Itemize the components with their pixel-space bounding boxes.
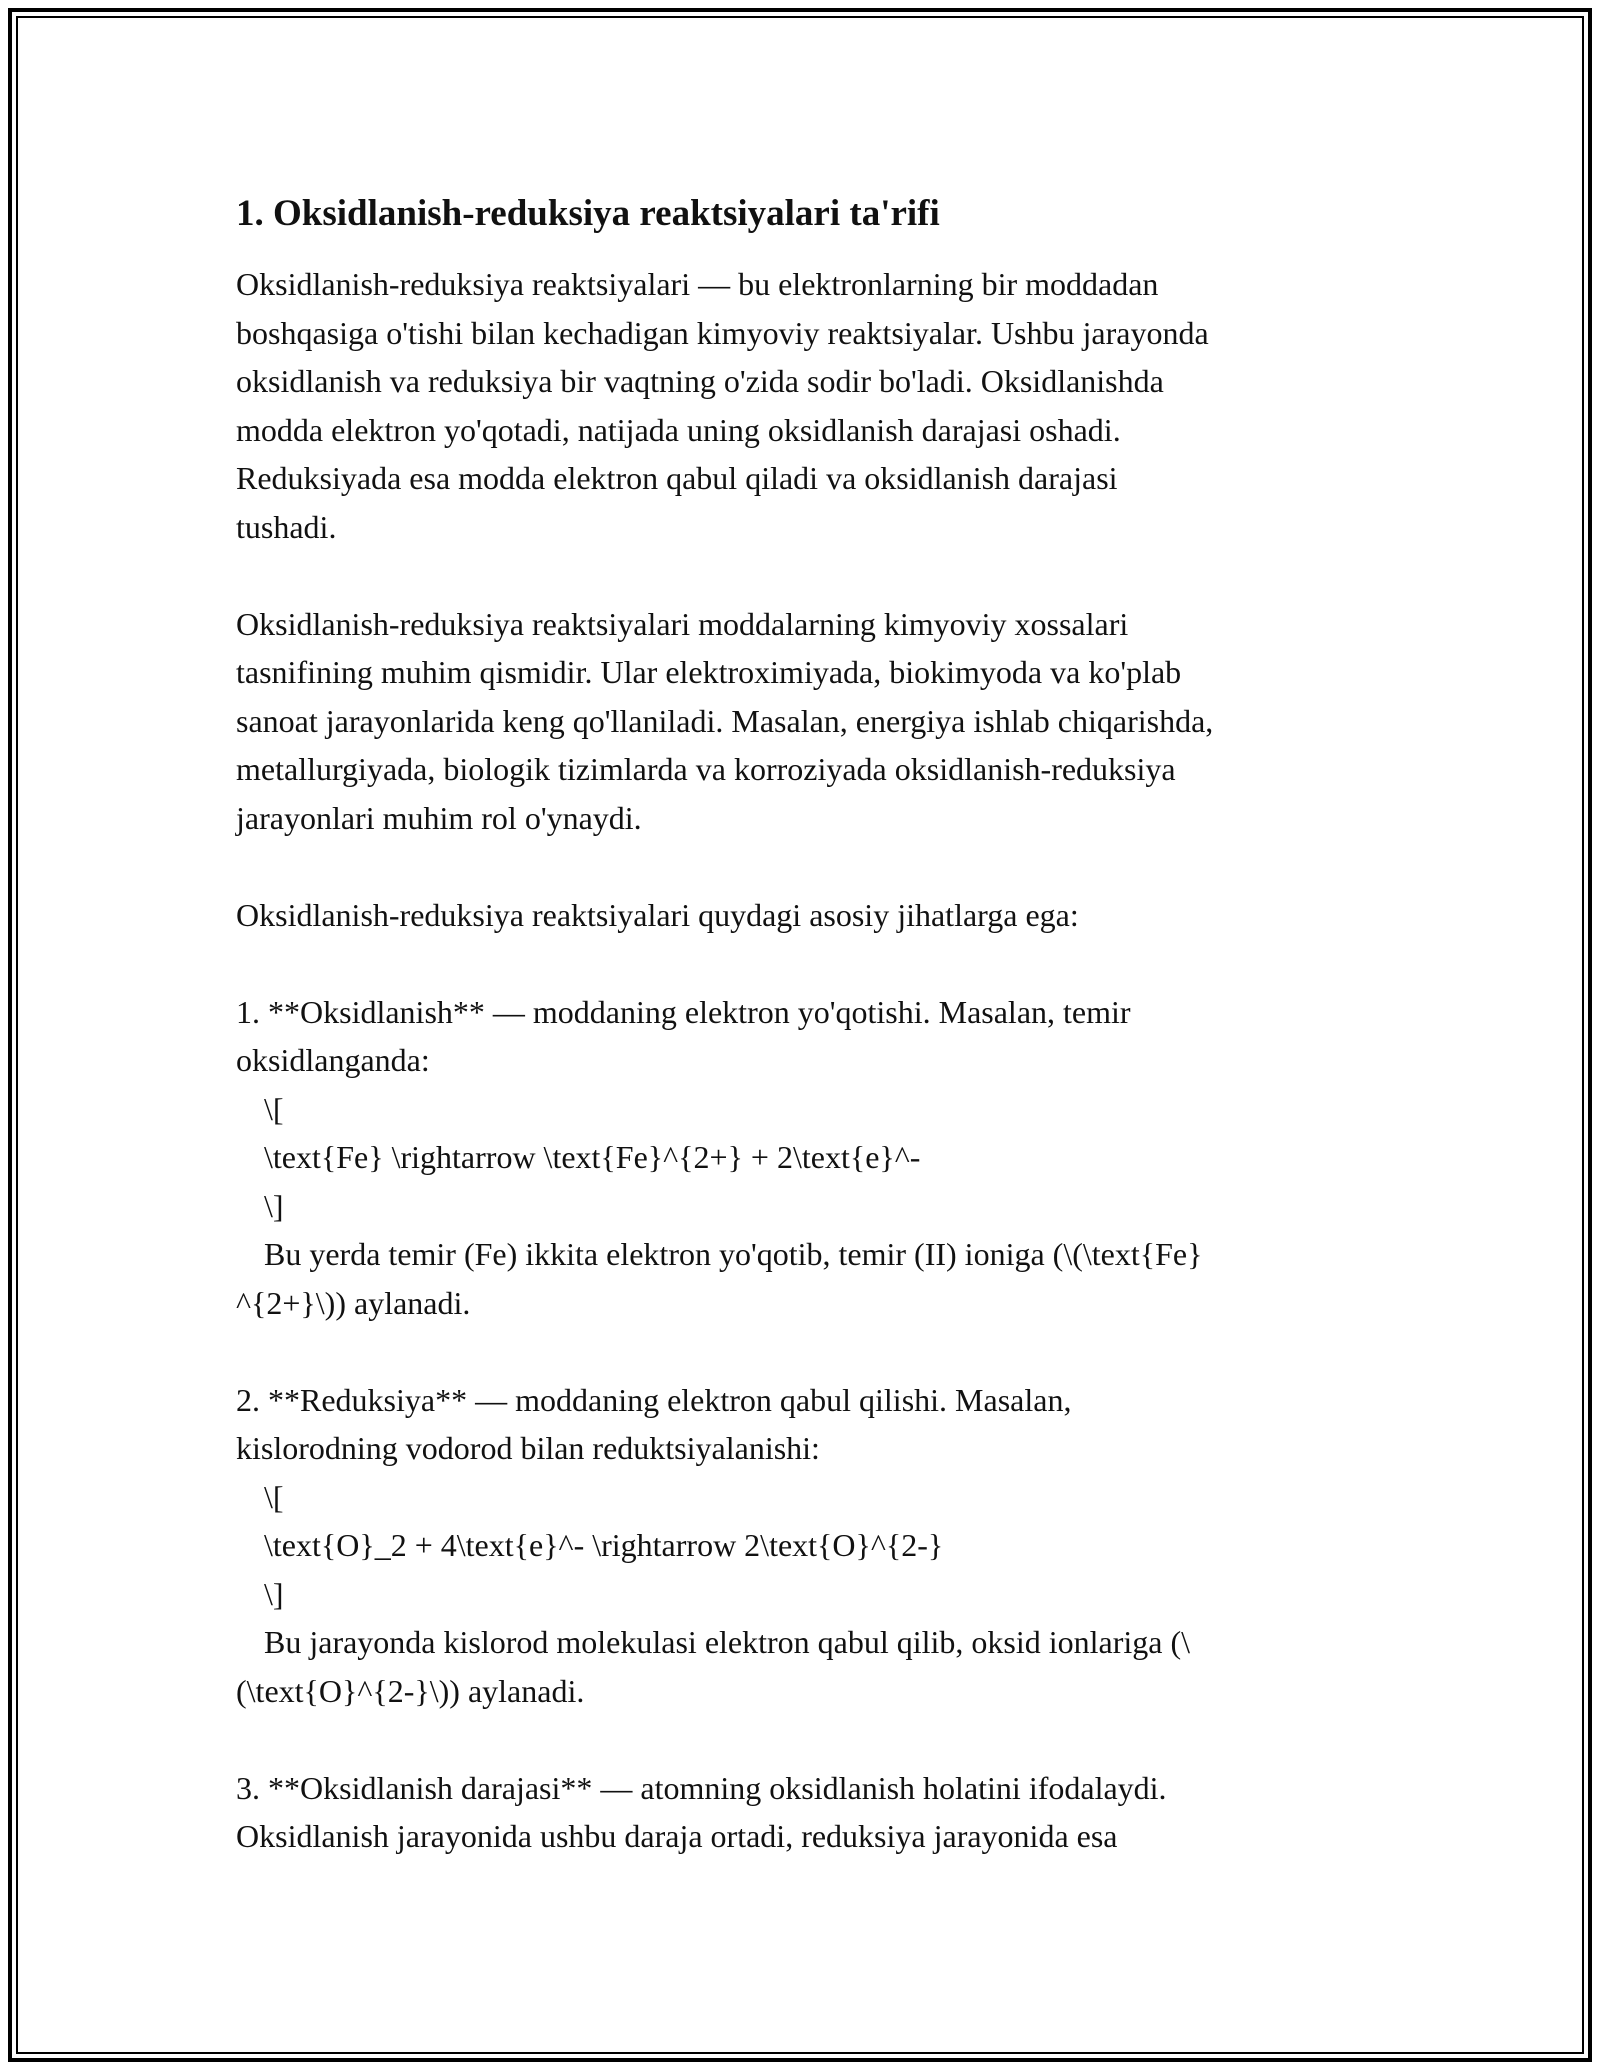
paragraph-aspects-intro: [236, 891, 1366, 940]
text-line: Oksidlanish-reduksiya reaktsiyalari quydagi asosiy jihatlarga ega:: [236, 896, 1079, 933]
document-body: [236, 260, 1366, 1861]
text-line: 1. **Oksidlanish** — moddaning elektron yo'qotishi. Masalan, temir: [236, 993, 1131, 1030]
text-line: Oksidlanish jarayonida ushbu daraja ortadi, reduksiya jarayonida esa: [236, 1818, 1118, 1854]
paragraph-gap: [236, 1327, 1366, 1376]
paragraph-importance: [236, 600, 1366, 843]
paragraph-gap: [236, 842, 1366, 891]
list-item-oxidation-state: [236, 1764, 1366, 1861]
text-line: oksidlanganda:: [236, 1042, 430, 1078]
list-item-oxidation: [236, 988, 1366, 1328]
text-line: modda elektron yo'qotadi, natijada uning oksidlanish darajasi oshadi.: [236, 411, 1121, 448]
text-line: 3. **Oksidlanish darajasi** — atomning oksidlanish holatini ifodalaydi.: [236, 1769, 1167, 1806]
paragraph-definition: [236, 260, 1366, 551]
text-line: (\text{O}^{2-}\)) aylanadi.: [236, 1672, 585, 1709]
document-page: [236, 186, 1366, 1861]
section-title: 1. Oksidlanish-reduksiya reaktsiyalari ta'rifi: [236, 193, 940, 234]
text-line: jarayonlari muhim rol o'ynaydi.: [236, 799, 642, 836]
paragraph-gap: [236, 939, 1366, 988]
text-line: Bu yerda temir (Fe) ikkita elektron yo'qotib, temir (II) ioniga (\(\text{Fe}: [264, 1236, 1203, 1272]
list-item-reduction: [236, 1376, 1366, 1716]
text-line: sanoat jarayonlarida keng qo'llaniladi. Masalan, energiya ishlab chiqarishda,: [236, 702, 1214, 739]
formula-line: \[: [264, 1090, 284, 1127]
text-line: tushadi.: [236, 508, 337, 545]
text-line: Oksidlanish-reduksiya reaktsiyalari — bu elektronlarning bir moddadan: [236, 266, 1159, 302]
text-line: boshqasiga o'tishi bilan kechadigan kimyoviy reaktsiyalar. Ushbu jarayonda: [236, 314, 1209, 351]
text-line: kislorodning vodorod bilan reduktsiyalanishi:: [236, 1430, 820, 1466]
formula-line: \]: [264, 1575, 284, 1612]
formula-line: \text{O}_2 + 4\text{e}^- \rightarrow 2\text{O}^{2-}: [264, 1527, 944, 1563]
text-line: oksidlanish va reduksiya bir vaqtning o'zida sodir bo'ladi. Oksidlanishda: [236, 363, 1164, 399]
formula-line: \[: [264, 1478, 284, 1515]
text-line: Oksidlanish-reduksiya reaktsiyalari moddalarning kimyoviy xossalari: [236, 605, 1129, 642]
text-line: 2. **Reduksiya** — moddaning elektron qabul qilishi. Masalan,: [236, 1381, 1072, 1418]
text-line: ^{2+}\)) aylanadi.: [236, 1284, 471, 1321]
formula-line: \]: [264, 1187, 284, 1224]
paragraph-gap: [236, 1715, 1366, 1764]
formula-line: \text{Fe} \rightarrow \text{Fe}^{2+} + 2\text{e}^-: [264, 1139, 921, 1175]
text-line: metallurgiyada, biologik tizimlarda va korroziyada oksidlanish-reduksiya: [236, 751, 1176, 787]
text-line: Reduksiyada esa modda elektron qabul qiladi va oksidlanish darajasi: [236, 460, 1118, 496]
text-line: Bu jarayonda kislorod molekulasi elektron qabul qilib, oksid ionlariga (\: [264, 1624, 1191, 1660]
text-line: tasnifining muhim qismidir. Ular elektroximiyada, biokimyoda va ko'plab: [236, 654, 1182, 690]
paragraph-gap: [236, 551, 1366, 600]
